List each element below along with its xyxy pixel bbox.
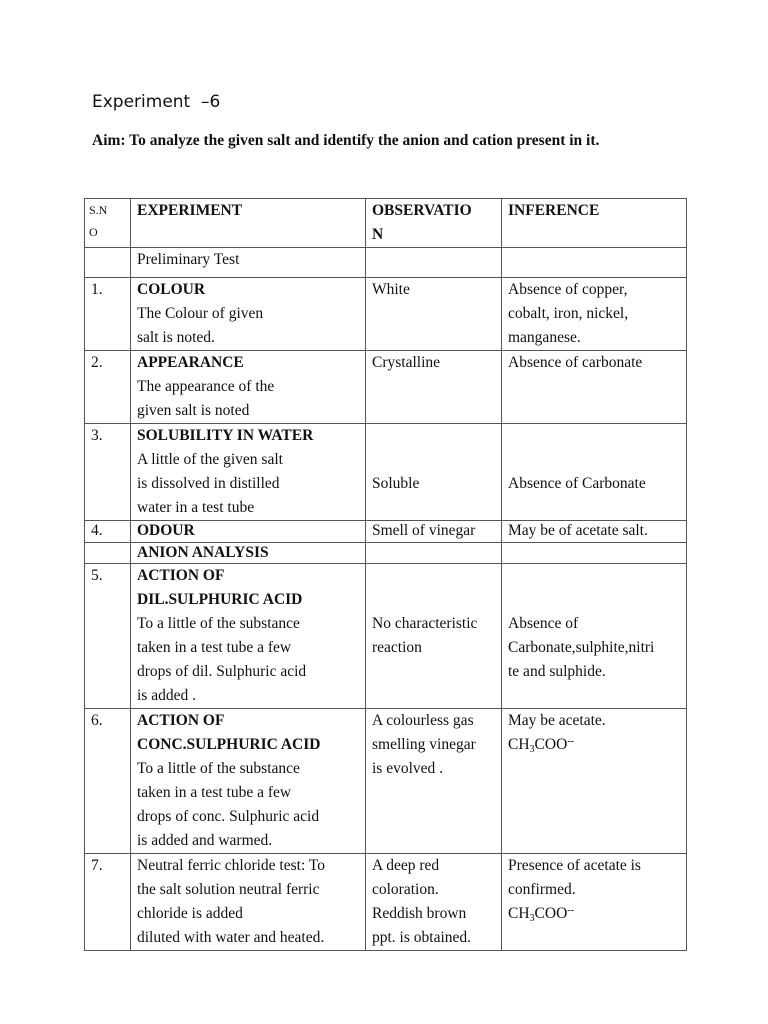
table-row: [85, 424, 687, 521]
row-sno: 2.: [85, 351, 131, 424]
row-experiment: COLOUR The Colour of given salt is noted.: [131, 278, 366, 351]
section-row-anion: [85, 543, 687, 564]
table-row: [85, 854, 687, 951]
table-row: [85, 521, 687, 543]
row-observation: A colourless gas smelling vinegar is evolved .: [366, 709, 502, 854]
row-inference: Absence of carbonate: [502, 351, 687, 424]
preliminary-test-label: Preliminary Test: [131, 248, 366, 278]
row-sno: 4.: [85, 521, 131, 543]
table-row: [85, 278, 687, 351]
aim-statement: Aim: To analyze the given salt and identify the anion and cation present in it.: [92, 132, 600, 149]
row-experiment: ACTION OF CONC.SULPHURIC ACID To a little of the substance taken in a test tube a few drops of conc. Sulphuric acid is added and warmed.: [131, 709, 366, 854]
table-row: [85, 351, 687, 424]
row-observation: Crystalline: [366, 351, 502, 424]
row-observation: A deep red coloration. Reddish brown ppt. is obtained.: [366, 854, 502, 951]
row-inference: May be acetate. $CH_3COO^{--}$: [502, 709, 687, 854]
row-sno: 1.: [85, 278, 131, 351]
row-inference: Absence of Carbonate,sulphite,nitri te and sulphide.: [502, 564, 687, 709]
table-header-row: [85, 199, 687, 248]
anion-analysis-label: ANION ANALYSIS: [131, 543, 366, 564]
row-experiment: APPEARANCE The appearance of the given salt is noted: [131, 351, 366, 424]
experiment-heading: Experiment –6: [92, 92, 221, 112]
row-experiment: ACTION OF DIL.SULPHURIC ACID To a little of the substance taken in a test tube a few drops of dil. Sulphuric acid is added .: [131, 564, 366, 709]
acetate-formula: $CH_3COO^{--}$: [508, 736, 574, 755]
section-row-preliminary: [85, 248, 687, 278]
table-row: [85, 709, 687, 854]
row-inference: Absence of copper, cobalt, iron, nickel, manganese.: [502, 278, 687, 351]
row-inference: Presence of acetate is confirmed. $CH_3COO^{--}$: [502, 854, 687, 951]
row-sno: 3.: [85, 424, 131, 521]
row-observation: Smell of vinegar: [366, 521, 502, 543]
row-observation: Soluble: [366, 424, 502, 521]
header-observation: OBSERVATIO N: [366, 199, 502, 248]
row-sno: 7.: [85, 854, 131, 951]
row-experiment: ODOUR: [131, 521, 366, 543]
table-row: [85, 564, 687, 709]
row-sno: 5.: [85, 564, 131, 709]
header-experiment: EXPERIMENT: [131, 199, 366, 248]
row-inference: Absence of Carbonate: [502, 424, 687, 521]
row-observation: No characteristic reaction: [366, 564, 502, 709]
row-inference: May be of acetate salt.: [502, 521, 687, 543]
header-sno: S.N O: [85, 199, 131, 248]
row-observation: White: [366, 278, 502, 351]
row-sno: 6.: [85, 709, 131, 854]
salt-analysis-table: [84, 198, 687, 951]
acetate-formula: $CH_3COO^{--}$: [508, 905, 574, 924]
header-inference: INFERENCE: [502, 199, 687, 248]
row-experiment: Neutral ferric chloride test: To the salt solution neutral ferric chloride is added diluted with water and heated.: [131, 854, 366, 951]
row-experiment: SOLUBILITY IN WATER A little of the given salt is dissolved in distilled water in a test tube: [131, 424, 366, 521]
